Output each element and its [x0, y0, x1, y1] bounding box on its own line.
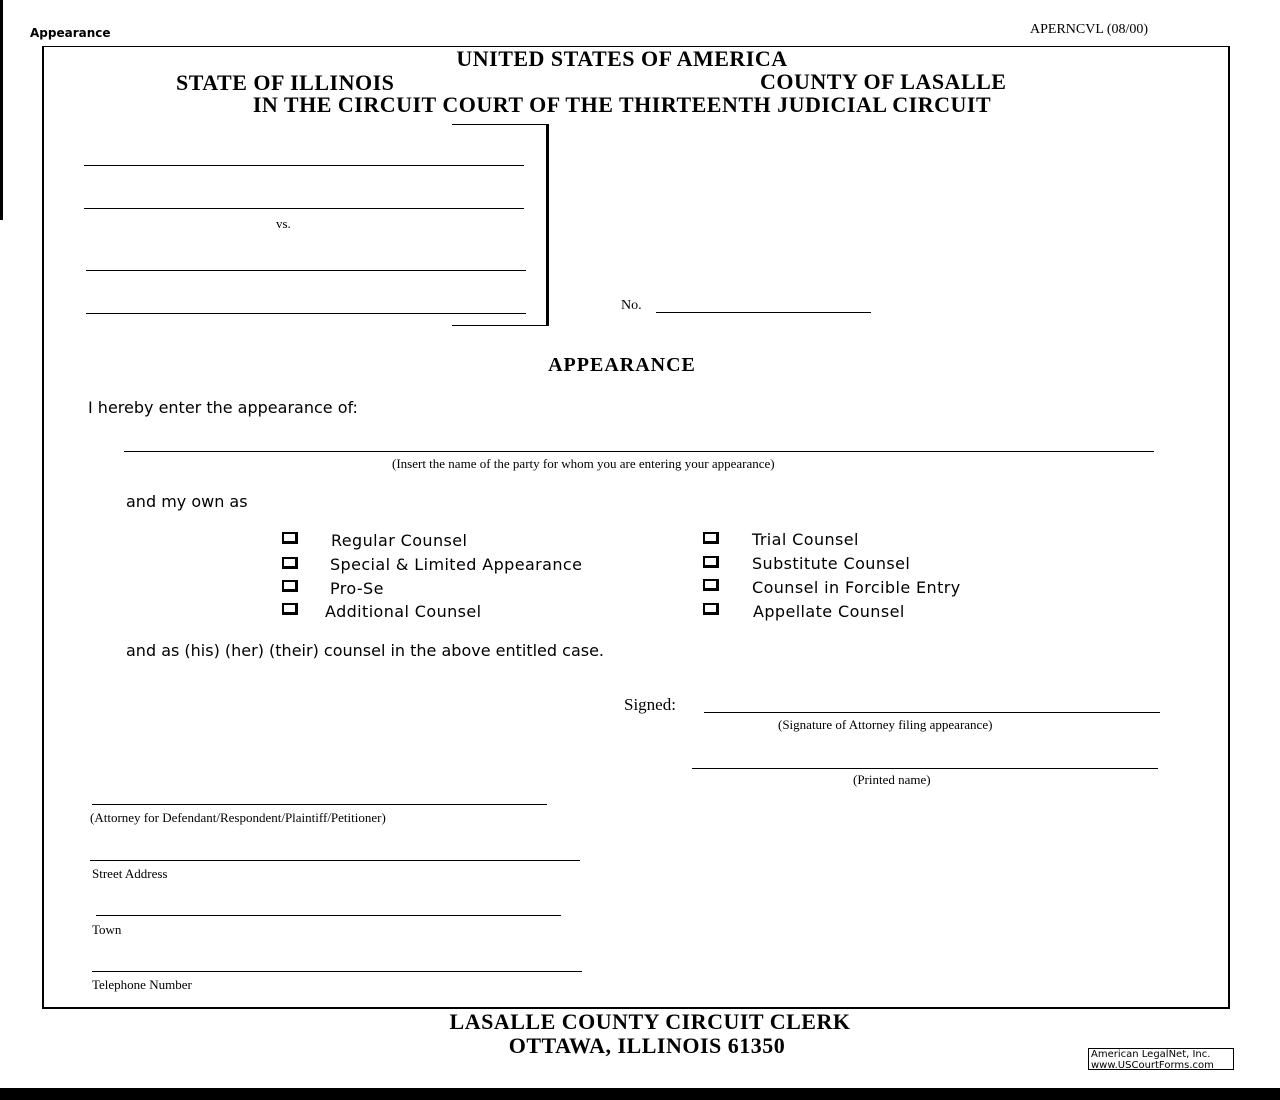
header-county: COUNTY OF LASALLE: [760, 69, 1007, 94]
option-appellate-counsel: Appellate Counsel: [753, 602, 905, 621]
footer-clerk: LASALLE COUNTY CIRCUIT CLERK: [449, 1009, 851, 1034]
party-name-line[interactable]: [124, 451, 1154, 452]
vs-label: vs.: [276, 216, 291, 231]
signature-line[interactable]: [704, 712, 1160, 713]
option-additional-counsel: Additional Counsel: [325, 602, 482, 621]
option-pro-se: Pro-Se: [330, 579, 384, 598]
defendant-line-2[interactable]: [86, 313, 526, 314]
telephone-label: Telephone Number: [92, 977, 192, 992]
header-country: UNITED STATES OF AMERICA: [456, 46, 788, 71]
form-title: APPEARANCE: [548, 354, 696, 376]
checkbox-trial-counsel[interactable]: [703, 532, 719, 544]
option-substitute-counsel: Substitute Counsel: [752, 554, 911, 573]
intro-text: I hereby enter the appearance of:: [88, 398, 358, 417]
telephone-line[interactable]: [92, 971, 582, 972]
option-trial-counsel: Trial Counsel: [752, 530, 859, 549]
party-hint: (Insert the name of the party for whom you are entering your appearance): [392, 456, 775, 471]
option-special-limited: Special & Limited Appearance: [330, 555, 583, 574]
caption-box: [452, 124, 549, 326]
checkbox-pro-se[interactable]: [282, 580, 298, 592]
form-frame: [42, 46, 1230, 1009]
checkbox-substitute-counsel[interactable]: [703, 556, 719, 568]
checkbox-regular-counsel[interactable]: [282, 532, 298, 544]
closing-text: and as (his) (her) (their) counsel in the above entitled case.: [126, 641, 605, 660]
scan-bar: [0, 1088, 1280, 1100]
footer-city: OTTAWA, ILLINOIS 61350: [508, 1033, 786, 1058]
form-label: Appearance: [30, 26, 111, 40]
case-no-line[interactable]: [656, 312, 871, 313]
my-own-as: and my own as: [126, 492, 248, 511]
street-address-line[interactable]: [90, 860, 580, 861]
defendant-line-1[interactable]: [86, 270, 526, 271]
checkbox-special-limited[interactable]: [282, 557, 298, 569]
street-address-label: Street Address: [92, 866, 168, 881]
checkbox-additional-counsel[interactable]: [282, 603, 298, 615]
option-regular-counsel: Regular Counsel: [331, 531, 468, 550]
vendor-box: [1088, 1048, 1234, 1070]
town-line[interactable]: [96, 915, 561, 916]
printed-name-line[interactable]: [692, 768, 1158, 769]
printed-name-hint: (Printed name): [853, 772, 931, 787]
vendor-url[interactable]: www.USCourtForms.com: [1091, 1060, 1214, 1071]
signature-hint: (Signature of Attorney filing appearance): [778, 717, 993, 732]
checkbox-appellate-counsel[interactable]: [703, 603, 719, 615]
option-forcible-entry: Counsel in Forcible Entry: [752, 578, 961, 597]
town-label: Town: [92, 922, 122, 937]
case-no-label: No.: [621, 298, 642, 313]
attorney-role-label: (Attorney for Defendant/Respondent/Plaintiff/Petitioner): [90, 810, 386, 825]
form-code: APERNCVL (08/00): [1030, 22, 1149, 37]
attorney-name-line[interactable]: [92, 804, 547, 805]
header-state: STATE OF ILLINOIS: [176, 70, 395, 95]
vendor-name: American LegalNet, Inc.: [1091, 1049, 1211, 1060]
plaintiff-line-1[interactable]: [84, 165, 524, 166]
header-court: IN THE CIRCUIT COURT OF THE THIRTEENTH JUDICIAL CIRCUIT: [252, 92, 992, 117]
plaintiff-line-2[interactable]: [84, 208, 524, 209]
checkbox-forcible-entry[interactable]: [703, 579, 719, 591]
signed-label: Signed:: [624, 695, 676, 714]
